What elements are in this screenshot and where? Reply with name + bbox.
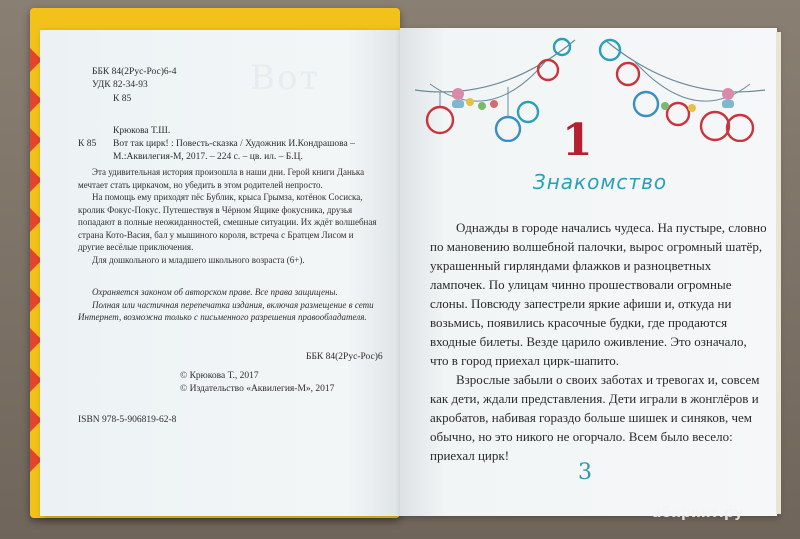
title-line: Вот так цирк! : Повесть-сказка / Художник И.Кондрашова – — [113, 139, 355, 149]
show-through-title: Вот — [250, 58, 321, 98]
bbk-code: ББК 84(2Рус-Рос)6-4 — [92, 67, 177, 77]
publisher-line: М.:Аквилегия-М, 2017. – 224 с. – цв. ил. – Б.Ц. — [113, 152, 303, 162]
watermark: абиринт.ру — [652, 505, 744, 521]
udk-code: УДК 82-34-93 — [92, 80, 148, 90]
chapter-text — [430, 218, 768, 465]
chapter-paragraph: Однажды в городе начались чудеса. На пустыре, словно по мановению волшебной палочки, вырос огромный шатёр, украшенный гирляндами флажков и разноцветных лампочек. По улицам чинно прошествовали огромные слоны. Повсюду запестрели яркие афиши и, откуда ни возьмись, появились красочные будки, где продаются входные билеты. Везде царило оживление. Это означало, что в город приехал цирк-шапито. — [430, 220, 767, 368]
annotation-paragraph: На помощь ему приходят пёс Бублик, крыса Грымза, котёнок Сосиска, кролик Фокус-Покус. Путешествуя в Чёрном Ящике фокусника, друзья попадают в полные неожиданностей, смешные ситуации. Их ждёт волшебная страна Кото-Васия, бал у мышиного короля, встреча с Братцем Лисом и другие весёлые приключения. — [78, 192, 377, 252]
left-page — [40, 30, 400, 516]
author-mark-side: К 85 — [78, 139, 97, 149]
copyrights — [180, 370, 334, 396]
copyright-author: © Крюкова Т., 2017 — [180, 371, 259, 381]
annotation-paragraph: Эта удивительная история произошла в наши дни. Герой книги Данька мечтает стать циркачом, но убедить в этом родителей непросто. — [78, 167, 365, 190]
page-number: 3 — [578, 460, 592, 485]
author-line: Крюкова Т.Ш. — [113, 126, 171, 136]
copyright-publisher: © Издательство «Аквилегия-М», 2017 — [180, 384, 335, 394]
bbk-bottom: ББК 84(2Рус-Рос)6 — [306, 352, 383, 362]
chapter-title: Знакомство — [532, 170, 668, 194]
page-edges — [776, 32, 781, 514]
annotation-paragraph: Для дошкольного и младшего школьного возраста (6+). — [92, 254, 305, 265]
law-line: Охраняется законом об авторском праве. Все права защищены. — [92, 287, 338, 297]
chapter-paragraph: Взрослые забыли о своих заботах и тревогах и, совсем как дети, ждали представления. Дети играли в жонглёров и акробатов, набивая гораздо больше шишек и синяков, чем обычно, но это никого не огорчало. Всем было весело: приехал цирк! — [430, 372, 760, 463]
annotation — [78, 166, 378, 266]
law-line: Полная или частичная перепечатка издания, включая размещение в сети Интернет, возможна только с письменного разрешения правообладателя. — [78, 299, 374, 322]
isbn: ISBN 978-5-906819-62-8 — [78, 415, 177, 425]
copyright-notice — [78, 286, 378, 324]
chapter-number: 1 — [562, 115, 593, 166]
author-mark: К 85 — [113, 94, 132, 104]
